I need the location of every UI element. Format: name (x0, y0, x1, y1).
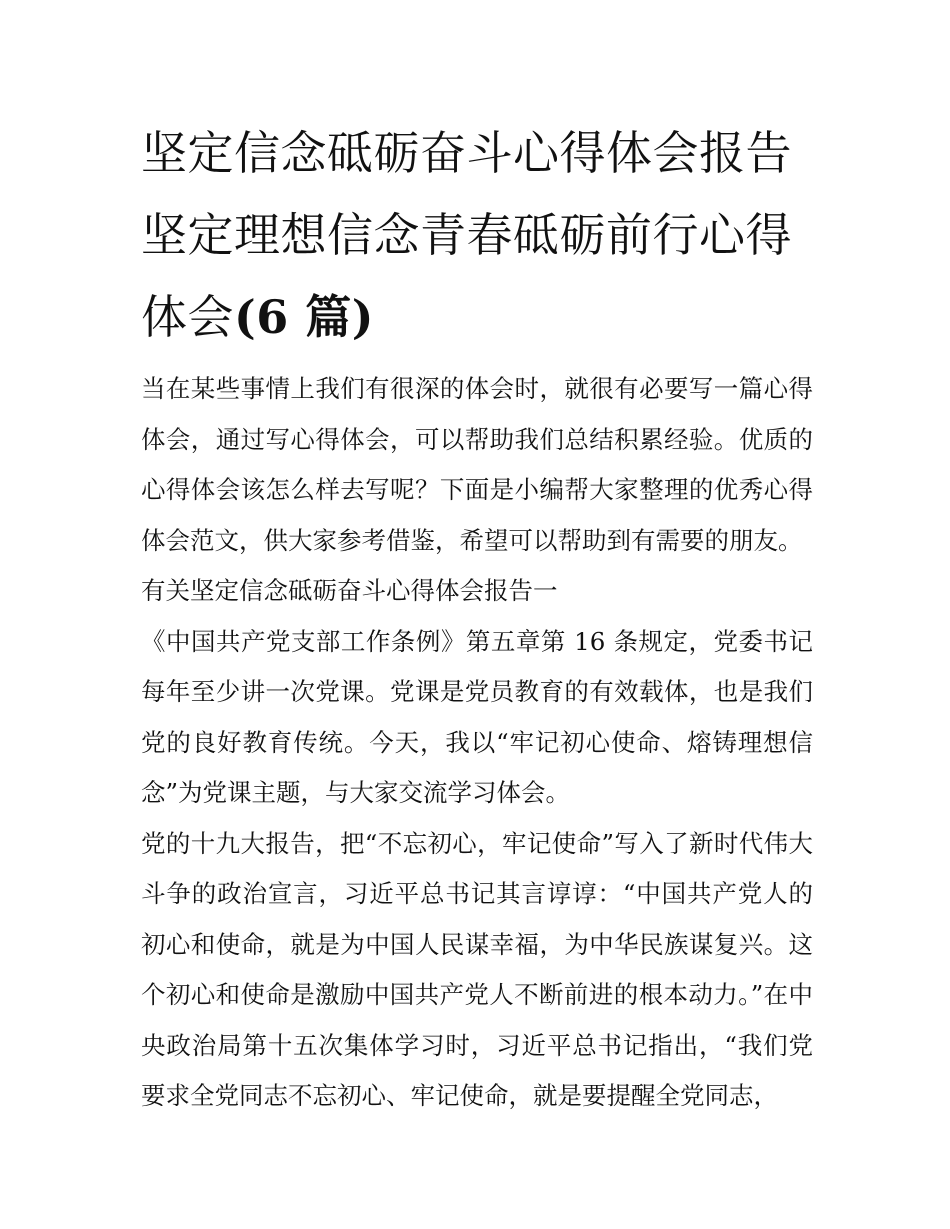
section-heading: 有关坚定信念砥砺奋斗心得体会报告一 (141, 576, 558, 605)
document-body (141, 364, 813, 1122)
body-paragraph-2: 党的十九大报告，把“不忘初心，牢记使命”写入了新时代伟大斗争的政治宣言，习近平总书记其言谆谆：“中国共产党人的初心和使命，就是为中国人民谋幸福，为中华民族谋复兴。这个初心和使命是激励中国共产党人不断前进的根本动力。”在中央政治局第十五次集体学习时，习近平总书记指出，“我们党要求全党同志不忘初心、牢记使命，就是要提醒全党同志， (141, 828, 813, 1110)
document-content (141, 112, 813, 1122)
intro-paragraph: 当在某些事情上我们有很深的体会时，就很有必要写一篇心得体会，通过写心得体会，可以帮助我们总结积累经验。优质的心得体会该怎么样去写呢？下面是小编帮大家整理的优秀心得体会范文，供大家参考借鉴，希望可以帮助到有需要的朋友。 (141, 374, 813, 555)
body-paragraph-1: 《中国共产党支部工作条例》第五章第 16 条规定，党委书记每年至少讲一次党课。党课是党员教育的有效载体，也是我们党的良好教育传统。今天，我以“牢记初心使命、熔铸理想信念”为党课主题，与大家交流学习体会。 (141, 626, 813, 807)
document-title-main: 坚定信念砥砺奋斗心得体会报告 坚定理想信念青春砥砺前行心得体会 (141, 126, 792, 344)
document-title (141, 112, 813, 358)
document-title-suffix: (6 篇) (234, 290, 375, 344)
